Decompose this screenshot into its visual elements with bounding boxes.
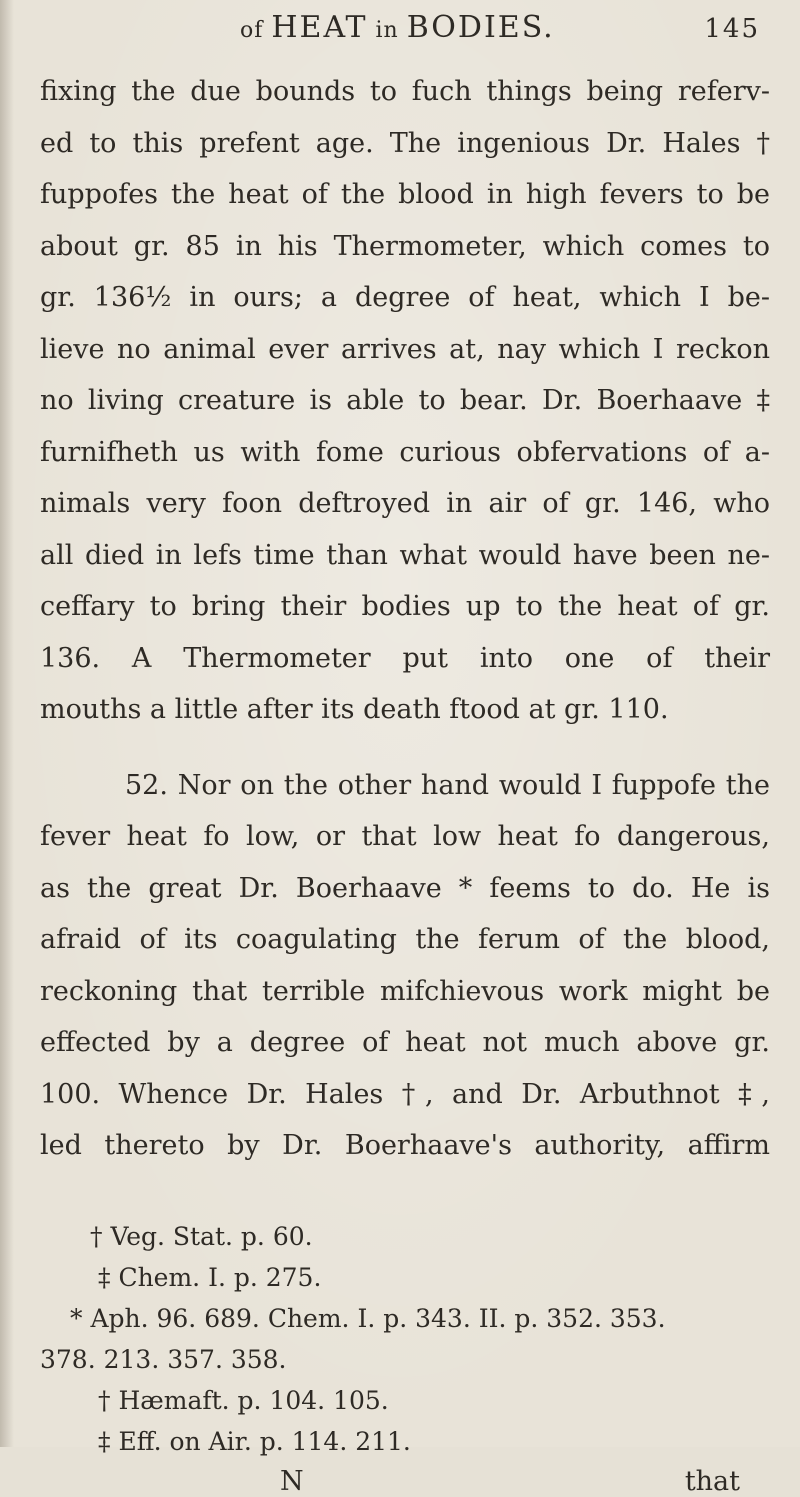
text-line: reckoning that terrible mifchievous work might be (40, 975, 770, 1007)
running-title (240, 10, 555, 45)
text-line: gr. 136½ in ours; a degree of heat, which I be- (40, 282, 770, 313)
page-footer (40, 1466, 770, 1497)
text-line: furnifheth us with fome curious obfervations of a- (40, 436, 770, 468)
text-line: mouths a little after its death ftood at gr. 110. (40, 694, 669, 725)
text-line: afraid of its coagulating the ferum of the blood, (40, 924, 770, 955)
text-line: fuppofes the heat of the blood in high fevers to be (40, 179, 770, 210)
footnote: ‡ Chem. I. p. 275. (98, 1262, 322, 1292)
running-title-heat: HEAT (271, 10, 368, 45)
page-number: 145 (704, 14, 760, 44)
paragraph-1 (40, 66, 770, 736)
running-head (40, 10, 770, 66)
text-line: no living creature is able to bear. Dr. Boerhaave ‡ (40, 385, 770, 416)
paragraph-2 (40, 760, 770, 1172)
text-line: 52. Nor on the other hand would I fuppofe the (125, 769, 770, 801)
text-line: about gr. 85 in his Thermometer, which comes to (40, 230, 770, 262)
text-line: ceffary to bring their bodies up to the heat of gr. (40, 591, 770, 622)
footnotes (40, 1216, 770, 1462)
text-line: led thereto by Dr. Boerhaave's authority, affirm (40, 1130, 770, 1161)
footnote: † Hæmaft. p. 104. 105. (98, 1385, 389, 1415)
footnote: ‡ Eff. on Air. p. 114. 211. (98, 1426, 411, 1456)
text-line: all died in lefs time than what would have been ne- (40, 539, 770, 571)
running-title-in: in (367, 18, 407, 43)
catchword: that (684, 1465, 740, 1497)
footnote: * Aph. 96. 689. Chem. I. p. 343. II. p. 352. 353. (70, 1303, 666, 1333)
page-gutter-shadow (0, 0, 14, 1447)
text-line: ed to this prefent age. The ingenious Dr. Hales † (40, 127, 770, 159)
running-title-of: of (240, 18, 272, 43)
text-line: 136. A Thermometer put into one of their (40, 642, 770, 674)
text-line: fixing the due bounds to fuch things being referv- (40, 76, 770, 107)
footnote: † Veg. Stat. p. 60. (90, 1221, 313, 1251)
text-line: effected by a degree of heat not much above gr. (40, 1027, 770, 1058)
text-line: as the great Dr. Boerhaave * feems to do. He is (40, 872, 770, 904)
text-line: nimals very foon deftroyed in air of gr. 146, who (40, 488, 770, 519)
text-line: fever heat fo low, or that low heat fo dangerous, (40, 821, 770, 852)
text-line: lieve no animal ever arrives at, nay which I reckon (40, 333, 770, 365)
footnote-continuation: 378. 213. 357. 358. (40, 1344, 287, 1374)
running-title-bodies: BODIES. (406, 10, 555, 45)
text-line: 100. Whence Dr. Hales †, and Dr. Arbuthnot ‡, (40, 1078, 770, 1110)
signature-mark: N (280, 1465, 304, 1497)
